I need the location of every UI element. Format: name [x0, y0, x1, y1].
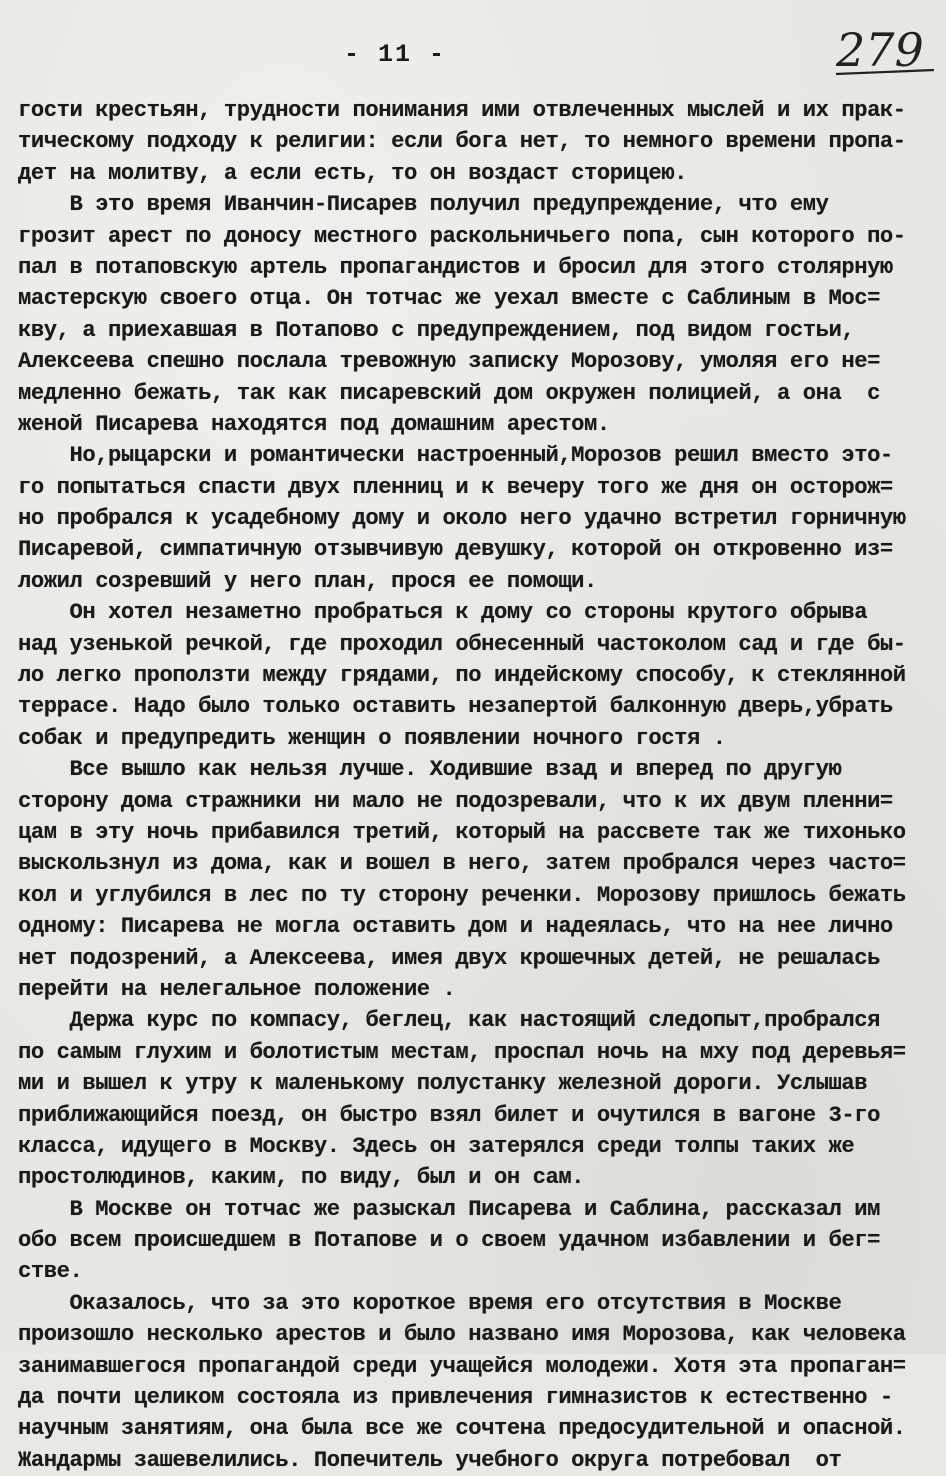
text-line: тическому подходу к религии: если бога нет, то немного времени пропа- — [18, 129, 906, 155]
text-line: кву, а приехавшая в Потапово с предупреждением, под видом гостьи, — [18, 317, 855, 343]
text-line: Он хотел незаметно пробраться к дому со стороны крутого обрыва — [18, 600, 868, 626]
text-line: ми и вышел к утру к маленькому полустанку железной дороги. Услышав — [18, 1071, 868, 1097]
text-line: сторону дома стражники ни мало не подозревали, что к их двум пленни= — [18, 788, 893, 814]
text-line: дет на молитву, а если есть, то он воздаст сторицею. — [18, 160, 687, 186]
text-line: приближающийся поезд, он быстро взял билет и очутился в вагоне 3-го — [18, 1102, 880, 1128]
text-line: медленно бежать, так как писаревский дом окружен полицией, а она с — [18, 380, 880, 406]
archive-number-svg — [832, 18, 938, 80]
typewritten-body — [18, 95, 943, 1476]
text-line: но пробрался к усадебному дому и около него удачно встретил горничную — [18, 506, 906, 532]
text-line: перейти на нелегальное положение . — [18, 976, 456, 1002]
text-line: занимавшегося пропагандой среди учащейся молодежи. Хотя эта пропаган= — [18, 1353, 906, 1379]
text-line: выскользнул из дома, как и вошел в него, затем пробрался через часто= — [18, 851, 906, 877]
text-line: цам в эту ночь прибавился третий, который на рассвете так же тихонько — [18, 819, 906, 845]
text-line: грозит арест по доносу местного раскольничьего попа, сын которого по- — [18, 223, 906, 249]
text-line: собак и предупредить женщин о появлении ночного гостя . — [18, 725, 726, 751]
text-line: Жандармы зашевелились. Попечитель учебного округа потребовал от — [18, 1447, 842, 1473]
text-line: Но,рыцарски и романтически настроенный,Морозов решил вместо это- — [18, 443, 893, 469]
text-line: Алексеева спешно послала тревожную записку Морозову, умоляя его не= — [18, 349, 880, 375]
text-line: ло легко проползти между грядами, по индейскому способу, к стеклянной — [18, 663, 906, 689]
text-line: В это время Иванчин-Писарев получил предупреждение, что ему — [18, 192, 829, 218]
text-line: В Москве он тотчас же разыскал Писарева и Саблина, рассказал им — [18, 1196, 880, 1222]
text-line: Держа курс по компасу, беглец, как настоящий следопыт,пробрался — [18, 1008, 880, 1034]
text-line: одному: Писарева не могла оставить дом и надеялась, что на нее лично — [18, 914, 893, 940]
archive-number-text: 279 — [836, 23, 924, 77]
text-line: Оказалось, что за это короткое время его отсутствия в Москве — [18, 1290, 842, 1316]
text-line: стве. — [18, 1259, 83, 1285]
page-number: - 11 - — [344, 40, 447, 69]
text-line: произошло несколько арестов и было названо имя Морозова, как человека — [18, 1322, 906, 1348]
text-line: класса, идущего в Москву. Здесь он затерялся среди толпы таких же — [18, 1133, 855, 1159]
handwritten-archive-number — [832, 18, 938, 80]
text-line: Все вышло как нельзя лучше. Ходившие взад и вперед по другую — [18, 757, 842, 783]
text-line: нет подозрений, а Алексеева, имея двух крошечных детей, не решалась — [18, 945, 880, 971]
text-line: гости крестьян, трудности понимания ими отвлеченных мыслей и их прак- — [18, 98, 906, 123]
text-line: пал в потаповскую артель пропагандистов и бросил для этого столярную — [18, 254, 893, 280]
text-line: Писаревой, симпатичную отзывчивую девушку, которой он откровенно из= — [18, 537, 893, 563]
text-line: женой Писарева находятся под домашним арестом. — [18, 411, 610, 437]
text-line: мастерскую своего отца. Он тотчас же уехал вместе с Саблиным в Мос= — [18, 286, 880, 312]
text-line: над узенькой речкой, где проходил обнесенный частоколом сад и где бы- — [18, 631, 906, 657]
text-line: да почти целиком состояла из привлечения гимназистов к естественно - — [18, 1385, 893, 1411]
text-line: простолюдинов, каким, по виду, был и он сам. — [18, 1165, 585, 1191]
text-line: по самым глухим и болотистым местам, проспал ночь на мху под деревья= — [18, 1039, 906, 1065]
text-line: кол и углубился в лес по ту сторону реченки. Морозову пришлось бежать — [18, 882, 906, 908]
text-line: обо всем происшедшем в Потапове и о своем удачном избавлении и бег= — [18, 1228, 880, 1254]
text-line: го попытаться спасти двух пленниц и к вечеру того же дня он осторож= — [18, 474, 893, 500]
text-line: террасе. Надо было только оставить незапертой балконную дверь,убрать — [18, 694, 893, 720]
text-line: научным занятиям, она была все же сочтена предосудительной и опасной. — [18, 1416, 906, 1442]
text-line: ложил созревший у него план, прося ее помощи. — [18, 568, 597, 594]
